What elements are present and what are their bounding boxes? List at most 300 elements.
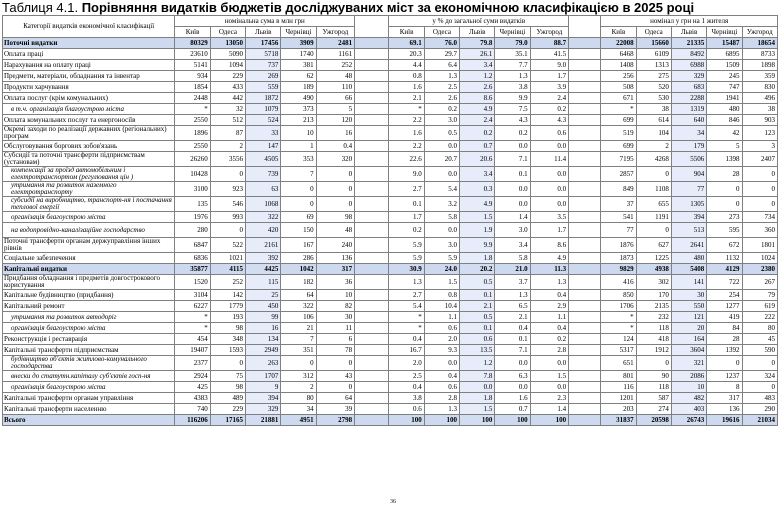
column-spacer [355, 404, 389, 415]
header-group-per-capita: номінал у грн на 1 жителя [601, 16, 778, 27]
row-label: Всього [3, 415, 175, 426]
cell-b-одеса: 5.8 [424, 212, 459, 223]
cell-a-ужгород: 110 [316, 82, 354, 93]
cell-a-київ: * [175, 312, 210, 323]
cell-c-одеса: 2135 [636, 301, 671, 312]
cell-a-київ: 2550 [175, 141, 210, 152]
cell-b-ужгород: 1.3 [530, 275, 568, 290]
cell-c-одеса: 0 [636, 223, 671, 238]
column-spacer [569, 60, 601, 71]
cell-a-ужгород: 1161 [316, 49, 354, 60]
cell-b-ужгород: 2.3 [530, 393, 568, 404]
cell-a-одеса: 522 [210, 238, 245, 253]
header-city: Чернівці [707, 27, 742, 38]
cell-b-київ: 0.6 [389, 404, 424, 415]
row-label: Капітальне будівництво (придбання) [3, 290, 175, 301]
table-row [3, 93, 778, 104]
cell-c-ужгород: 324 [742, 371, 777, 382]
row-label: Капітальні трансферти органам управління [3, 393, 175, 404]
column-spacer [355, 141, 389, 152]
row-label: Субсидії та поточні трансферти підприємствам (установам) [3, 152, 175, 167]
cell-a-львів: 1872 [246, 93, 281, 104]
cell-b-одеса: 6.4 [424, 60, 459, 71]
cell-a-одеса: 3556 [210, 152, 245, 167]
cell-b-київ: 0.2 [389, 223, 424, 238]
column-spacer [569, 223, 601, 238]
cell-b-одеса: 76.0 [424, 38, 459, 49]
cell-a-ужгород: 82 [316, 301, 354, 312]
cell-b-чернівці: 2.1 [495, 312, 530, 323]
header-spacer [569, 16, 601, 38]
cell-b-одеса: 100 [424, 415, 459, 426]
cell-b-київ: 2.2 [389, 141, 424, 152]
cell-a-ужгород: 0 [316, 356, 354, 371]
cell-b-ужгород: 4.9 [530, 253, 568, 264]
cell-a-одеса: 75 [210, 371, 245, 382]
cell-b-одеса: 1.5 [424, 275, 459, 290]
cell-c-київ: 2857 [601, 167, 636, 182]
cell-c-ужгород: 45 [742, 334, 777, 345]
cell-c-одеса: 1313 [636, 60, 671, 71]
cell-b-одеса: 3.0 [424, 238, 459, 253]
cell-a-львів: 269 [246, 71, 281, 82]
cell-b-львів: 13.5 [460, 345, 495, 356]
cell-b-київ: 69.1 [389, 38, 424, 49]
column-spacer [355, 38, 389, 49]
cell-b-чернівці: 3.7 [495, 275, 530, 290]
row-label: Оплата комунальних послуг та енергоносіїв [3, 115, 175, 126]
cell-a-київ: 934 [175, 71, 210, 82]
row-label: Капітальні трансферти населенню [3, 404, 175, 415]
cell-b-одеса: 3.0 [424, 115, 459, 126]
cell-b-київ: 5.9 [389, 238, 424, 253]
cell-b-ужгород: 2.8 [530, 345, 568, 356]
cell-a-ужгород: 0 [316, 182, 354, 197]
cell-c-одеса: 655 [636, 197, 671, 212]
cell-c-київ: 849 [601, 182, 636, 197]
column-spacer [355, 182, 389, 197]
cell-c-ужгород: 830 [742, 82, 777, 93]
cell-b-ужгород: 2.9 [530, 301, 568, 312]
table-row [3, 60, 778, 71]
cell-a-київ: 3104 [175, 290, 210, 301]
column-spacer [569, 334, 601, 345]
cell-b-одеса: 5.9 [424, 253, 459, 264]
cell-b-київ: 9.0 [389, 167, 424, 182]
table-row [3, 415, 778, 426]
cell-c-львів: 21335 [671, 38, 706, 49]
cell-b-чернівці: 0.0 [495, 382, 530, 393]
cell-a-одеса: 13050 [210, 38, 245, 49]
cell-c-львів: 480 [671, 253, 706, 264]
cell-c-чернівці: 1132 [707, 253, 742, 264]
cell-c-одеса: 0 [636, 167, 671, 182]
cell-b-одеса: 0.0 [424, 356, 459, 371]
cell-c-одеса: 20598 [636, 415, 671, 426]
row-label: утримання та розвиток наземного електротранспорту [3, 182, 175, 197]
column-spacer [355, 197, 389, 212]
header-city: Ужгород [316, 27, 354, 38]
cell-a-чернівці: 7 [281, 167, 316, 182]
cell-c-чернівці: 1237 [707, 371, 742, 382]
cell-a-чернівці: 286 [281, 253, 316, 264]
cell-a-київ: 4383 [175, 393, 210, 404]
cell-b-львів: 0.6 [460, 334, 495, 345]
cell-b-ужгород: 3.5 [530, 212, 568, 223]
row-label: Капітальні видатки [3, 264, 175, 275]
cell-b-львів: 4.9 [460, 197, 495, 212]
cell-a-чернівці: 189 [281, 82, 316, 93]
cell-c-київ: 699 [601, 115, 636, 126]
cell-a-ужгород: 5 [316, 104, 354, 115]
cell-b-київ: 20.3 [389, 49, 424, 60]
table-row [3, 82, 778, 93]
cell-c-львів: 3604 [671, 345, 706, 356]
cell-c-ужгород: 360 [742, 223, 777, 238]
cell-c-львів: 34 [671, 126, 706, 141]
header-city: Чернівці [281, 27, 316, 38]
cell-c-київ: 1873 [601, 253, 636, 264]
cell-c-київ: 519 [601, 126, 636, 141]
cell-a-чернівці: 69 [281, 212, 316, 223]
cell-c-чернівці: 1509 [707, 60, 742, 71]
cell-a-львів: 420 [246, 223, 281, 238]
cell-c-чернівці: 4129 [707, 264, 742, 275]
cell-c-львів: 1319 [671, 104, 706, 115]
cell-a-львів: 450 [246, 301, 281, 312]
cell-a-львів: 263 [246, 356, 281, 371]
cell-b-львів: 0.0 [460, 382, 495, 393]
cell-b-київ: 5.4 [389, 301, 424, 312]
cell-c-ужгород: 619 [742, 301, 777, 312]
cell-a-львів: 322 [246, 212, 281, 223]
cell-a-львів: 329 [246, 404, 281, 415]
cell-b-київ: 0.4 [389, 334, 424, 345]
cell-b-чернівці: 0.0 [495, 182, 530, 197]
column-spacer [569, 167, 601, 182]
cell-b-львів: 0.3 [460, 182, 495, 197]
cell-c-київ: 1706 [601, 301, 636, 312]
cell-b-львів: 1.8 [460, 393, 495, 404]
cell-b-чернівці: 7.1 [495, 345, 530, 356]
cell-c-чернівці: 84 [707, 323, 742, 334]
cell-b-київ: 1.6 [389, 82, 424, 93]
cell-b-чернівці: 7.7 [495, 60, 530, 71]
cell-a-одеса: 489 [210, 393, 245, 404]
cell-b-київ: 2.2 [389, 115, 424, 126]
cell-a-одеса: 0 [210, 167, 245, 182]
cell-a-київ: 454 [175, 334, 210, 345]
column-spacer [355, 290, 389, 301]
cell-b-чернівці: 0.0 [495, 141, 530, 152]
cell-a-ужгород: 64 [316, 393, 354, 404]
cell-a-ужгород: 36 [316, 275, 354, 290]
cell-b-ужгород: 1.5 [530, 371, 568, 382]
cell-c-одеса: 90 [636, 371, 671, 382]
table-row [3, 152, 778, 167]
cell-a-львів: 63 [246, 182, 281, 197]
cell-b-чернівці: 0.7 [495, 404, 530, 415]
cell-b-київ: 100 [389, 415, 424, 426]
cell-a-львів: 2949 [246, 345, 281, 356]
row-label: Продукти харчування [3, 82, 175, 93]
cell-a-чернівці: 322 [281, 301, 316, 312]
cell-b-чернівці: 0.0 [495, 356, 530, 371]
cell-a-одеса: 348 [210, 334, 245, 345]
cell-a-чернівці: 106 [281, 312, 316, 323]
cell-b-львів: 0.5 [460, 275, 495, 290]
cell-c-одеса: 4268 [636, 152, 671, 167]
cell-b-київ: 1.7 [389, 212, 424, 223]
table-row [3, 345, 778, 356]
cell-c-чернівці: 846 [707, 115, 742, 126]
cell-b-київ: 2.7 [389, 182, 424, 197]
cell-c-одеса: 627 [636, 238, 671, 253]
column-spacer [355, 115, 389, 126]
cell-a-львів: 115 [246, 275, 281, 290]
cell-b-київ: * [389, 323, 424, 334]
cell-b-одеса: 24.0 [424, 264, 459, 275]
cell-b-чернівці: 0.2 [495, 126, 530, 141]
cell-b-київ: 4.4 [389, 60, 424, 71]
cell-b-київ: 30.9 [389, 264, 424, 275]
row-label: внески до статутн.капіталу суб'єктів госп-ня [3, 371, 175, 382]
cell-c-одеса: 1191 [636, 212, 671, 223]
cell-b-ужгород: 0.0 [530, 197, 568, 212]
cell-a-київ: 19407 [175, 345, 210, 356]
column-spacer [569, 415, 601, 426]
column-spacer [569, 152, 601, 167]
table-row [3, 301, 778, 312]
column-spacer [569, 356, 601, 371]
table-row [3, 71, 778, 82]
cell-b-одеса: 2.0 [424, 334, 459, 345]
header-city: Ужгород [530, 27, 568, 38]
cell-a-одеса: 4115 [210, 264, 245, 275]
cell-a-львів: 4425 [246, 264, 281, 275]
table-row [3, 275, 778, 290]
cell-b-одеса: 0.6 [424, 323, 459, 334]
column-spacer [355, 264, 389, 275]
cell-b-ужгород: 0.2 [530, 104, 568, 115]
cell-c-одеса: 0 [636, 356, 671, 371]
cell-b-чернівці: 35.1 [495, 49, 530, 60]
cell-b-київ: 16.7 [389, 345, 424, 356]
page-number: 36 [390, 499, 396, 505]
cell-c-ужгород: 496 [742, 93, 777, 104]
cell-c-одеса: 104 [636, 126, 671, 141]
cell-b-львів: 2.1 [460, 301, 495, 312]
cell-b-чернівці: 5.8 [495, 253, 530, 264]
cell-b-чернівці: 100 [495, 415, 530, 426]
cell-b-ужгород: 0.0 [530, 182, 568, 197]
column-spacer [569, 238, 601, 253]
cell-c-одеса: 1225 [636, 253, 671, 264]
cell-a-київ: 5141 [175, 60, 210, 71]
cell-a-чернівці: 80 [281, 393, 316, 404]
table-row [3, 323, 778, 334]
cell-b-чернівці: 1.3 [495, 71, 530, 82]
cell-b-ужгород: 1.4 [530, 404, 568, 415]
cell-a-ужгород: 2481 [316, 38, 354, 49]
header-group-nominal: номінальна сума в млн грн [175, 16, 355, 27]
cell-a-київ: 10428 [175, 167, 210, 182]
cell-a-чернівці: 2 [281, 382, 316, 393]
cell-c-львів: 8492 [671, 49, 706, 60]
cell-c-одеса: 118 [636, 382, 671, 393]
row-label: будівництво об'єктів житлово-комунального господарства [3, 356, 175, 371]
cell-b-ужгород: 41.5 [530, 49, 568, 60]
cell-a-чернівці: 167 [281, 238, 316, 253]
header-city: Ужгород [742, 27, 777, 38]
cell-b-львів: 1.9 [460, 223, 495, 238]
cell-a-чернівці: 213 [281, 115, 316, 126]
cell-a-київ: 23610 [175, 49, 210, 60]
cell-a-ужгород: 16 [316, 126, 354, 141]
cell-c-одеса: 587 [636, 393, 671, 404]
table-row [3, 167, 778, 182]
cell-a-львів: 25 [246, 290, 281, 301]
cell-a-ужгород: 98 [316, 212, 354, 223]
cell-c-чернівці: 15487 [707, 38, 742, 49]
cell-b-ужгород: 8.6 [530, 238, 568, 253]
cell-a-київ: 3100 [175, 182, 210, 197]
cell-c-одеса: 170 [636, 290, 671, 301]
cell-c-ужгород: 734 [742, 212, 777, 223]
cell-a-чернівці: 0 [281, 356, 316, 371]
cell-b-одеса: 0.0 [424, 167, 459, 182]
cell-a-одеса: 17165 [210, 415, 245, 426]
cell-b-київ: 1.6 [389, 126, 424, 141]
cell-c-чернівці: 1398 [707, 152, 742, 167]
cell-a-львів: 16 [246, 323, 281, 334]
cell-c-ужгород: 38 [742, 104, 777, 115]
cell-b-чернівці: 21.0 [495, 264, 530, 275]
cell-b-львів: 4.9 [460, 104, 495, 115]
cell-c-ужгород: 290 [742, 404, 777, 415]
cell-b-ужгород: 4.3 [530, 115, 568, 126]
column-spacer [355, 71, 389, 82]
cell-a-чернівці: 150 [281, 223, 316, 238]
cell-b-одеса: 1.3 [424, 71, 459, 82]
column-spacer [355, 356, 389, 371]
cell-c-львів: 2288 [671, 93, 706, 104]
cell-c-львів: 5506 [671, 152, 706, 167]
table-row [3, 238, 778, 253]
cell-c-одеса: 275 [636, 71, 671, 82]
cell-c-київ: 416 [601, 275, 636, 290]
header-city: Одеса [636, 27, 671, 38]
cell-b-ужгород: 1.1 [530, 312, 568, 323]
cell-a-київ: 425 [175, 382, 210, 393]
table-row [3, 223, 778, 238]
cell-c-київ: 256 [601, 71, 636, 82]
cell-c-львів: 2086 [671, 371, 706, 382]
column-spacer [569, 382, 601, 393]
cell-a-львів: 1068 [246, 197, 281, 212]
column-spacer [569, 290, 601, 301]
header-city: Львів [460, 27, 495, 38]
cell-a-київ: 280 [175, 223, 210, 238]
cell-b-львів: 1.2 [460, 356, 495, 371]
cell-c-ужгород: 0 [742, 167, 777, 182]
column-spacer [355, 382, 389, 393]
column-spacer [569, 126, 601, 141]
cell-a-чернівці: 10 [281, 126, 316, 141]
cell-a-київ: 6227 [175, 301, 210, 312]
column-spacer [569, 115, 601, 126]
cell-c-чернівці: 5 [707, 141, 742, 152]
cell-a-ужгород: 252 [316, 60, 354, 71]
cell-c-чернівці: 317 [707, 393, 742, 404]
cell-a-ужгород: 0 [316, 167, 354, 182]
cell-c-київ: 77 [601, 223, 636, 238]
header-city: Київ [175, 27, 210, 38]
cell-c-ужгород: 0 [742, 182, 777, 197]
cell-c-львів: 77 [671, 182, 706, 197]
cell-b-львів: 0.7 [460, 141, 495, 152]
cell-a-чернівці: 353 [281, 152, 316, 167]
column-spacer [569, 182, 601, 197]
cell-a-львів: 134 [246, 334, 281, 345]
cell-c-ужгород: 0 [742, 197, 777, 212]
column-spacer [569, 104, 601, 115]
cell-c-одеса: 418 [636, 334, 671, 345]
cell-c-ужгород: 1801 [742, 238, 777, 253]
cell-a-ужгород: 11 [316, 323, 354, 334]
cell-c-львів: 141 [671, 275, 706, 290]
cell-a-чернівці: 62 [281, 71, 316, 82]
cell-a-львів: 21881 [246, 415, 281, 426]
cell-b-львів: 0.2 [460, 126, 495, 141]
cell-a-чернівці: 0 [281, 182, 316, 197]
cell-c-київ: * [601, 104, 636, 115]
cell-c-одеса: 1108 [636, 182, 671, 197]
column-spacer [355, 393, 389, 404]
cell-b-київ: * [389, 104, 424, 115]
cell-a-львів: 5718 [246, 49, 281, 60]
column-spacer [569, 212, 601, 223]
cell-a-одеса: 1094 [210, 60, 245, 71]
cell-a-чернівці: 381 [281, 60, 316, 71]
cell-b-ужгород: 0.0 [530, 356, 568, 371]
cell-c-ужгород: 267 [742, 275, 777, 290]
table-body [3, 38, 778, 426]
cell-b-київ: * [389, 312, 424, 323]
cell-b-львів: 3.4 [460, 60, 495, 71]
cell-c-київ: * [601, 323, 636, 334]
cell-b-чернівці: 0.1 [495, 334, 530, 345]
row-label: на водопровідно-каналізаційне господарство [3, 223, 175, 238]
cell-a-одеса: 252 [210, 275, 245, 290]
cell-c-чернівці: 19616 [707, 415, 742, 426]
cell-b-ужгород: 0.4 [530, 323, 568, 334]
column-spacer [355, 152, 389, 167]
cell-b-одеса: 0.8 [424, 290, 459, 301]
cell-c-чернівці: 0 [707, 356, 742, 371]
cell-a-чернівці: 1 [281, 141, 316, 152]
cell-c-київ: 801 [601, 371, 636, 382]
cell-c-чернівці: 273 [707, 212, 742, 223]
cell-b-ужгород: 0.0 [530, 167, 568, 182]
header-category: Категорії видатків економічної класифікації [3, 16, 175, 38]
cell-a-львів: 2161 [246, 238, 281, 253]
cell-c-львів: 10 [671, 382, 706, 393]
cell-b-чернівці: 0.1 [495, 167, 530, 182]
header-city: Львів [671, 27, 706, 38]
cell-b-ужгород: 88.7 [530, 38, 568, 49]
cell-a-ужгород: 6 [316, 334, 354, 345]
